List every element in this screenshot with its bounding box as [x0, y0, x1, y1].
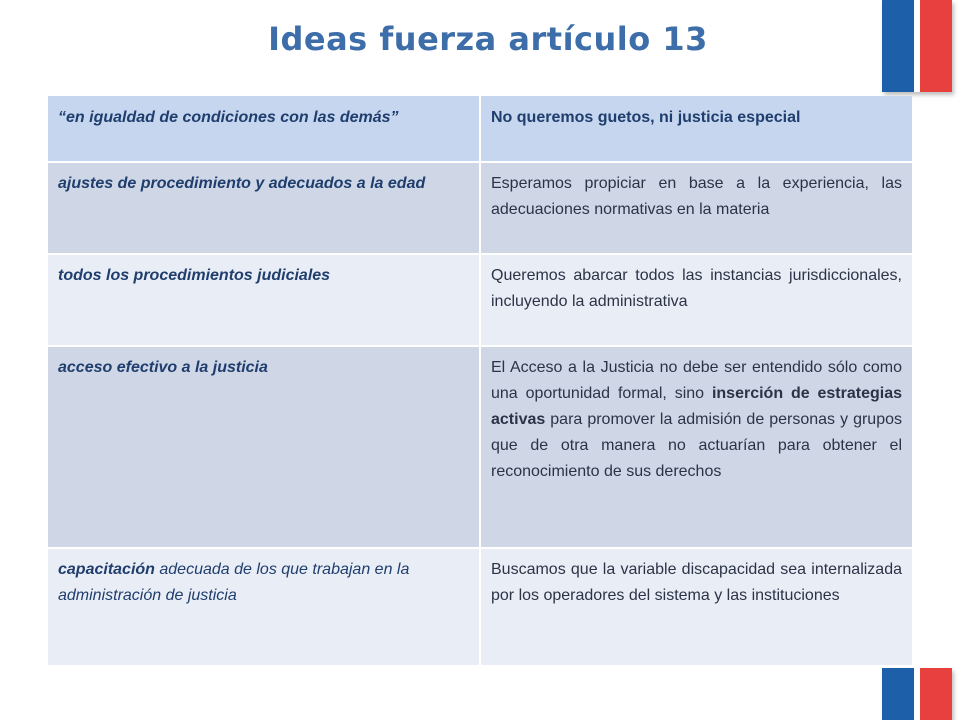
- row-left-cell: todos los procedimientos judiciales: [48, 254, 480, 346]
- row-right-emphasis: inserción de estrategias activas: [491, 385, 902, 428]
- header-right-cell: No queremos guetos, ni justicia especial: [480, 96, 912, 162]
- table-row: [48, 254, 912, 346]
- row-right-cell: Queremos abarcar todos las instancias jurisdiccionales, incluyendo la administrativa: [480, 254, 912, 346]
- flag-red-stripe: [920, 0, 952, 92]
- flag-decoration-top: [882, 0, 952, 92]
- flag-blue-stripe: [882, 0, 914, 92]
- table-row: [48, 162, 912, 254]
- row-right-cell: Buscamos que la variable discapacidad sea internalizada por los operadores del sistema y las instituciones: [480, 548, 912, 665]
- row-left-cell: ajustes de procedimiento y adecuados a la edad: [48, 162, 480, 254]
- flag-red-stripe: [920, 668, 952, 720]
- row-left-text: adecuada de los que trabajan en la administración de justicia: [58, 561, 410, 604]
- flag-blue-stripe: [882, 668, 914, 720]
- row-left-cell: acceso efectivo a la justicia: [48, 346, 480, 548]
- ideas-table: [48, 96, 912, 665]
- header-left-cell: “en igualdad de condiciones con las demás”: [48, 96, 480, 162]
- row-right-cell: [480, 346, 912, 548]
- row-left-cell: [48, 548, 480, 665]
- page-title: Ideas fuerza artículo 13: [268, 20, 708, 58]
- table-header-row: [48, 96, 912, 162]
- table-row: [48, 346, 912, 548]
- row-right-text: El Acceso a la Justicia no debe ser entendido sólo como una oportunidad formal, sino: [491, 359, 902, 402]
- row-left-emphasis: capacitación: [58, 561, 155, 578]
- row-right-cell: Esperamos propiciar en base a la experiencia, las adecuaciones normativas en la materia: [480, 162, 912, 254]
- table-row: [48, 548, 912, 665]
- row-right-text: para promover la admisión de personas y grupos que de otra manera no actuarían para obtener el reconocimiento de sus derechos: [491, 411, 902, 480]
- flag-decoration-bottom: [882, 668, 952, 720]
